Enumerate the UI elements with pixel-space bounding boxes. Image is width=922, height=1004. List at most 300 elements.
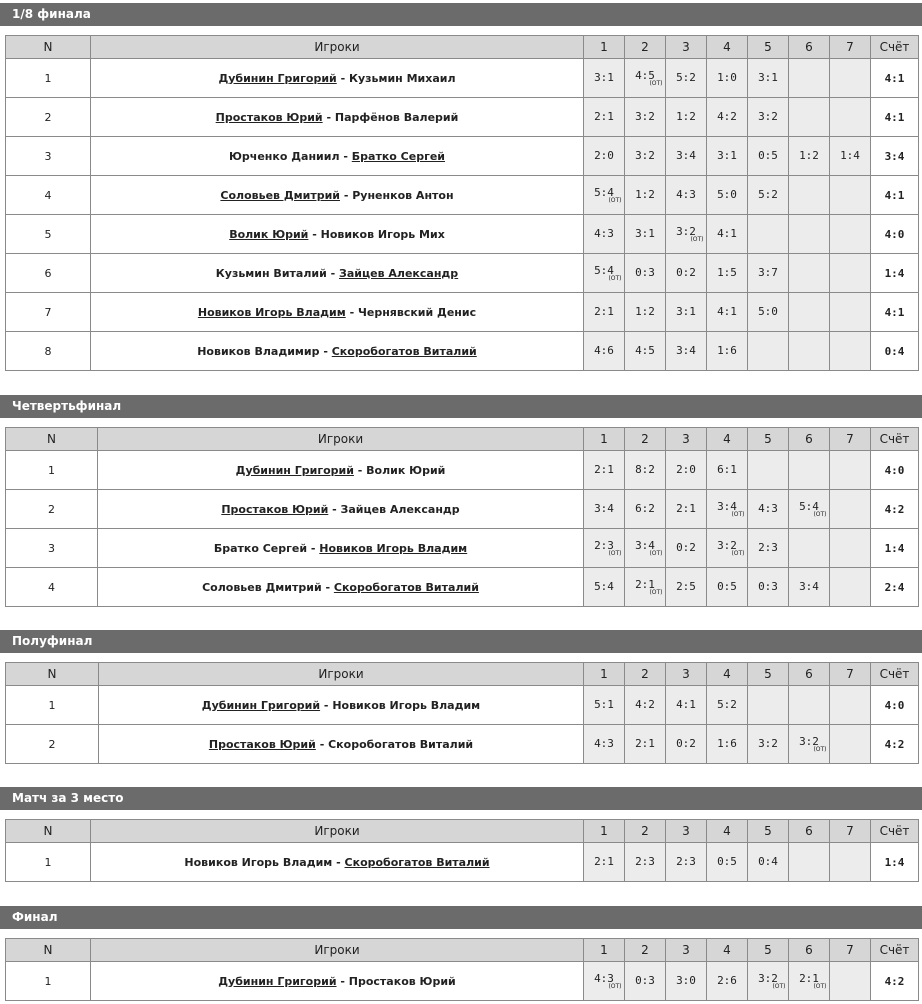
- set-score-3: [666, 137, 707, 176]
- set-score-1: [584, 98, 625, 137]
- set-score-value: 2:1: [635, 737, 655, 750]
- set-score-4: [707, 529, 748, 568]
- set-score-5: [748, 293, 789, 332]
- match-number: 2: [6, 98, 91, 137]
- set-score-value: 1:6: [717, 344, 737, 357]
- header-set-7: 7: [830, 428, 871, 451]
- set-score-3: [666, 332, 707, 371]
- players-separator: -: [339, 188, 353, 202]
- set-score-value: 3:1: [594, 71, 614, 84]
- set-score-5: [748, 332, 789, 371]
- header-n: N: [6, 428, 98, 451]
- player-2-link[interactable]: Новиков Игорь Владим: [319, 541, 468, 555]
- match-number: 3: [6, 529, 98, 568]
- player-1-link[interactable]: Дубинин Григорий: [218, 71, 337, 85]
- set-score-value: 0:3: [758, 580, 778, 593]
- match-number: 1: [6, 962, 91, 1001]
- header-set-6: 6: [789, 36, 830, 59]
- set-score-value: 3:2: [758, 737, 778, 750]
- match-number: 3: [6, 137, 91, 176]
- set-score-value: 1:2: [635, 188, 655, 201]
- set-score-value: 3:1: [676, 305, 696, 318]
- match-players: [98, 568, 584, 607]
- set-score-6: [789, 332, 830, 371]
- header-set-6: 6: [789, 820, 830, 843]
- header-players: Игроки: [91, 36, 584, 59]
- set-score-value: 3:2: [635, 149, 655, 162]
- set-score-6: [789, 451, 830, 490]
- set-score-value: 2:1: [799, 971, 819, 985]
- set-score-7: [830, 254, 871, 293]
- player-1-link[interactable]: Простаков Юрий: [221, 502, 329, 516]
- set-score-value: 2:3: [594, 538, 614, 552]
- player-1-link[interactable]: Волик Юрий: [229, 227, 309, 241]
- set-score-value: 2:0: [594, 149, 614, 162]
- set-score-4: [707, 843, 748, 882]
- player-2-link[interactable]: Скоробогатов Виталий: [331, 344, 477, 358]
- set-score-value: 3:1: [758, 71, 778, 84]
- player-1-link[interactable]: Новиков Игорь Владим: [184, 855, 333, 869]
- set-score-7: [830, 686, 871, 725]
- header-set-5: 5: [748, 428, 789, 451]
- set-score-3: [666, 254, 707, 293]
- set-score-value: 1:2: [676, 110, 696, 123]
- set-score-value: 0:3: [635, 974, 655, 987]
- set-score-value: 4:5: [635, 344, 655, 357]
- match-number: 4: [6, 176, 91, 215]
- header-score: Счёт: [871, 820, 919, 843]
- table-row: [6, 293, 919, 332]
- overtime-label: (ОТ): [608, 549, 622, 557]
- set-score-4: [707, 176, 748, 215]
- player-2-link[interactable]: Зайцев Александр: [340, 502, 460, 516]
- table-row: [6, 176, 919, 215]
- set-score-value: 5:4: [594, 185, 614, 199]
- stage-title: Полуфинал: [0, 630, 922, 653]
- set-score-value: 2:1: [635, 577, 655, 591]
- header-set-5: 5: [748, 939, 789, 962]
- set-score-4: [707, 490, 748, 529]
- set-score-value: 6:2: [635, 502, 655, 515]
- set-score-3: [666, 568, 707, 607]
- set-score-2: [625, 98, 666, 137]
- match-number: 1: [6, 59, 91, 98]
- table-header: [6, 36, 919, 59]
- set-score-value: 4:3: [594, 737, 614, 750]
- overtime-label: (ОТ): [649, 79, 663, 87]
- set-score-value: 5:4: [799, 499, 819, 513]
- set-score-2: [625, 59, 666, 98]
- set-score-6: [789, 176, 830, 215]
- set-score-value: 3:4: [676, 149, 696, 162]
- header-set-3: 3: [666, 820, 707, 843]
- header-set-1: 1: [584, 820, 625, 843]
- match-total-score: 2:4: [871, 568, 919, 607]
- players-separator: -: [339, 149, 352, 163]
- match-number: 2: [6, 725, 99, 764]
- header-set-6: 6: [789, 428, 830, 451]
- player-1-link[interactable]: Дубинин Григорий: [235, 463, 354, 477]
- set-score-3: [666, 686, 707, 725]
- player-1-link[interactable]: Новиков Игорь Владим: [197, 305, 346, 319]
- header-players: Игроки: [98, 428, 584, 451]
- set-score-2: [625, 332, 666, 371]
- set-score-2: [625, 293, 666, 332]
- header-set-4: 4: [707, 939, 748, 962]
- set-score-value: 1:2: [799, 149, 819, 162]
- set-score-6: [789, 137, 830, 176]
- match-total-score: 4:2: [871, 490, 919, 529]
- player-2-link[interactable]: Скоробогатов Виталий: [333, 580, 479, 594]
- match-players: [99, 686, 584, 725]
- players-separator: -: [321, 580, 334, 594]
- set-score-3: [666, 962, 707, 1001]
- header-set-2: 2: [625, 939, 666, 962]
- set-score-1: [584, 725, 625, 764]
- header-players: Игроки: [99, 663, 584, 686]
- header-score: Счёт: [871, 428, 919, 451]
- players-separator: -: [353, 463, 367, 477]
- header-set-4: 4: [707, 36, 748, 59]
- set-score-3: [666, 98, 707, 137]
- player-1-link[interactable]: Соловьев Дмитрий: [220, 188, 340, 202]
- players-separator: -: [332, 855, 345, 869]
- player-1-link[interactable]: Кузьмин Виталий: [215, 266, 327, 280]
- overtime-label: (ОТ): [649, 588, 663, 596]
- set-score-value: 2:3: [635, 855, 655, 868]
- set-score-1: [584, 254, 625, 293]
- set-score-3: [666, 176, 707, 215]
- set-score-7: [830, 451, 871, 490]
- header-set-3: 3: [666, 663, 707, 686]
- players-separator: -: [315, 737, 329, 751]
- players-separator: -: [328, 502, 341, 516]
- set-score-1: [584, 176, 625, 215]
- set-score-value: 5:0: [717, 188, 737, 201]
- match-players: [91, 254, 584, 293]
- header-set-7: 7: [830, 36, 871, 59]
- player-1-link[interactable]: Братко Сергей: [213, 541, 308, 555]
- overtime-label: (ОТ): [731, 510, 745, 518]
- match-players: [91, 98, 584, 137]
- set-score-6: [789, 254, 830, 293]
- set-score-value: 4:6: [594, 344, 614, 357]
- header-score: Счёт: [871, 36, 919, 59]
- table-row: [6, 686, 919, 725]
- table-row: [6, 843, 919, 882]
- match-total-score: 4:1: [871, 293, 919, 332]
- match-number: 1: [6, 451, 98, 490]
- set-score-5: [748, 254, 789, 293]
- match-total-score: 3:4: [871, 137, 919, 176]
- set-score-4: [707, 293, 748, 332]
- set-score-2: [625, 529, 666, 568]
- set-score-value: 1:6: [717, 737, 737, 750]
- player-2-link[interactable]: Парфёнов Валерий: [334, 110, 459, 124]
- header-set-2: 2: [625, 820, 666, 843]
- match-players: [91, 843, 584, 882]
- set-score-value: 0:2: [676, 737, 696, 750]
- match-total-score: 4:2: [871, 962, 919, 1001]
- set-score-6: [789, 962, 830, 1001]
- set-score-value: 2:3: [676, 855, 696, 868]
- set-score-value: 3:2: [758, 110, 778, 123]
- set-score-value: 1:4: [840, 149, 860, 162]
- set-score-4: [707, 59, 748, 98]
- header-set-1: 1: [584, 36, 625, 59]
- player-2-link[interactable]: Новиков Игорь Владим: [332, 698, 481, 712]
- set-score-7: [830, 843, 871, 882]
- set-score-2: [625, 215, 666, 254]
- set-score-7: [830, 215, 871, 254]
- match-total-score: 4:2: [871, 725, 919, 764]
- match-number: 8: [6, 332, 91, 371]
- table-header: [6, 663, 919, 686]
- set-score-value: 5:4: [594, 263, 614, 277]
- set-score-value: 0:3: [635, 266, 655, 279]
- set-score-7: [830, 725, 871, 764]
- set-score-value: 5:4: [594, 580, 614, 593]
- player-2-link[interactable]: Руненков Антон: [352, 188, 454, 202]
- set-score-7: [830, 176, 871, 215]
- match-players: [91, 962, 584, 1001]
- set-score-value: 2:1: [594, 463, 614, 476]
- set-score-value: 2:6: [717, 974, 737, 987]
- header-n: N: [6, 36, 91, 59]
- results-table: [5, 938, 919, 1001]
- set-score-4: [707, 725, 748, 764]
- set-score-4: [707, 568, 748, 607]
- match-players: [91, 293, 584, 332]
- set-score-4: [707, 98, 748, 137]
- set-score-value: 3:2: [635, 110, 655, 123]
- set-score-value: 5:2: [676, 71, 696, 84]
- header-set-7: 7: [830, 820, 871, 843]
- header-n: N: [6, 663, 99, 686]
- header-set-2: 2: [625, 36, 666, 59]
- set-score-3: [666, 293, 707, 332]
- set-score-1: [584, 59, 625, 98]
- set-score-5: [748, 59, 789, 98]
- set-score-value: 2:1: [676, 502, 696, 515]
- set-score-value: 3:2: [676, 224, 696, 238]
- match-total-score: 4:0: [871, 686, 919, 725]
- header-score: Счёт: [871, 939, 919, 962]
- set-score-value: 3:2: [717, 538, 737, 552]
- set-score-4: [707, 332, 748, 371]
- set-score-2: [625, 962, 666, 1001]
- set-score-3: [666, 490, 707, 529]
- set-score-1: [584, 962, 625, 1001]
- stage-title: Четвертьфинал: [0, 395, 922, 418]
- set-score-3: [666, 59, 707, 98]
- players-separator: -: [345, 305, 358, 319]
- match-number: 1: [6, 686, 99, 725]
- header-set-3: 3: [666, 428, 707, 451]
- match-players: [98, 451, 584, 490]
- header-players: Игроки: [91, 820, 584, 843]
- set-score-4: [707, 215, 748, 254]
- table-row: [6, 490, 919, 529]
- set-score-7: [830, 59, 871, 98]
- set-score-value: 4:3: [594, 227, 614, 240]
- set-score-value: 5:1: [594, 698, 614, 711]
- set-score-2: [625, 137, 666, 176]
- player-1-link[interactable]: Простаков Юрий: [208, 737, 316, 751]
- set-score-2: [625, 843, 666, 882]
- set-score-value: 3:0: [676, 974, 696, 987]
- set-score-value: 3:7: [758, 266, 778, 279]
- set-score-value: 0:5: [758, 149, 778, 162]
- header-set-6: 6: [789, 939, 830, 962]
- table-row: [6, 137, 919, 176]
- match-number: 6: [6, 254, 91, 293]
- set-score-5: [748, 215, 789, 254]
- set-score-value: 3:2: [799, 734, 819, 748]
- match-total-score: 4:1: [871, 98, 919, 137]
- header-score: Счёт: [871, 663, 919, 686]
- set-score-3: [666, 451, 707, 490]
- players-separator: -: [308, 227, 321, 241]
- table-row: [6, 451, 919, 490]
- match-players: [91, 215, 584, 254]
- set-score-2: [625, 254, 666, 293]
- results-table: [5, 427, 919, 607]
- set-score-1: [584, 332, 625, 371]
- set-score-value: 6:1: [717, 463, 737, 476]
- set-score-6: [789, 215, 830, 254]
- overtime-label: (ОТ): [690, 235, 704, 243]
- set-score-value: 4:1: [717, 305, 737, 318]
- set-score-2: [625, 568, 666, 607]
- match-total-score: 4:0: [871, 451, 919, 490]
- player-2-link[interactable]: Скоробогатов Виталий: [344, 855, 490, 869]
- set-score-4: [707, 451, 748, 490]
- set-score-7: [830, 293, 871, 332]
- set-score-1: [584, 137, 625, 176]
- set-score-2: [625, 451, 666, 490]
- set-score-value: 2:1: [594, 110, 614, 123]
- results-table: [5, 662, 919, 764]
- set-score-6: [789, 529, 830, 568]
- match-number: 2: [6, 490, 98, 529]
- set-score-5: [748, 137, 789, 176]
- table-row: [6, 962, 919, 1001]
- set-score-4: [707, 962, 748, 1001]
- player-2-link[interactable]: Чернявский Денис: [357, 305, 477, 319]
- set-score-2: [625, 490, 666, 529]
- players-separator: -: [319, 344, 332, 358]
- match-total-score: 1:4: [871, 254, 919, 293]
- set-score-7: [830, 332, 871, 371]
- table-row: [6, 529, 919, 568]
- set-score-value: 2:1: [594, 305, 614, 318]
- results-table: [5, 35, 919, 371]
- player-2-link[interactable]: Скоробогатов Виталий: [328, 737, 474, 751]
- set-score-value: 3:4: [676, 344, 696, 357]
- set-score-1: [584, 686, 625, 725]
- set-score-value: 3:4: [635, 538, 655, 552]
- set-score-value: 4:2: [635, 698, 655, 711]
- set-score-value: 1:0: [717, 71, 737, 84]
- set-score-1: [584, 843, 625, 882]
- set-score-2: [625, 176, 666, 215]
- set-score-6: [789, 293, 830, 332]
- set-score-3: [666, 843, 707, 882]
- set-score-value: 3:4: [594, 502, 614, 515]
- set-score-1: [584, 293, 625, 332]
- overtime-label: (ОТ): [608, 196, 622, 204]
- header-set-6: 6: [789, 663, 830, 686]
- table-row: [6, 254, 919, 293]
- players-separator: -: [336, 71, 349, 85]
- set-score-4: [707, 137, 748, 176]
- set-score-value: 0:4: [758, 855, 778, 868]
- header-n: N: [6, 939, 91, 962]
- player-2-link[interactable]: Братко Сергей: [351, 149, 445, 163]
- set-score-5: [748, 490, 789, 529]
- header-n: N: [6, 820, 91, 843]
- set-score-value: 0:2: [676, 541, 696, 554]
- match-players: [91, 137, 584, 176]
- table-row: [6, 725, 919, 764]
- header-set-5: 5: [748, 663, 789, 686]
- players-separator: -: [336, 974, 349, 988]
- set-score-5: [748, 686, 789, 725]
- player-2-link[interactable]: Новиков Игорь Мих: [320, 227, 445, 241]
- overtime-label: (ОТ): [813, 510, 827, 518]
- match-players: [91, 59, 584, 98]
- overtime-label: (ОТ): [731, 549, 745, 557]
- set-score-5: [748, 725, 789, 764]
- header-set-3: 3: [666, 36, 707, 59]
- set-score-5: [748, 568, 789, 607]
- set-score-3: [666, 215, 707, 254]
- set-score-value: 4:5: [635, 68, 655, 82]
- player-1-link[interactable]: Юрченко Даниил: [228, 149, 340, 163]
- player-1-link[interactable]: Дубинин Григорий: [201, 698, 321, 712]
- table-header: [6, 428, 919, 451]
- set-score-1: [584, 451, 625, 490]
- header-set-4: 4: [707, 820, 748, 843]
- set-score-7: [830, 490, 871, 529]
- player-2-link[interactable]: Волик Юрий: [366, 463, 446, 477]
- set-score-5: [748, 451, 789, 490]
- set-score-value: 3:1: [717, 149, 737, 162]
- player-1-link[interactable]: Новиков Владимир: [197, 344, 320, 358]
- player-1-link[interactable]: Соловьев Дмитрий: [202, 580, 322, 594]
- header-set-2: 2: [625, 428, 666, 451]
- player-2-link[interactable]: Кузьмин Михаил: [348, 71, 456, 85]
- table-row: [6, 332, 919, 371]
- set-score-value: 2:3: [758, 541, 778, 554]
- header-set-1: 1: [584, 939, 625, 962]
- set-score-value: 3:4: [717, 499, 737, 513]
- set-score-6: [789, 725, 830, 764]
- player-2-link[interactable]: Зайцев Александр: [339, 266, 459, 280]
- set-score-6: [789, 59, 830, 98]
- overtime-label: (ОТ): [608, 982, 622, 990]
- set-score-7: [830, 137, 871, 176]
- set-score-5: [748, 529, 789, 568]
- set-score-value: 1:5: [717, 266, 737, 279]
- player-2-link[interactable]: Простаков Юрий: [348, 974, 456, 988]
- match-number: 1: [6, 843, 91, 882]
- player-1-link[interactable]: Дубинин Григорий: [218, 974, 337, 988]
- set-score-value: 3:1: [635, 227, 655, 240]
- player-1-link[interactable]: Простаков Юрий: [215, 110, 323, 124]
- set-score-6: [789, 98, 830, 137]
